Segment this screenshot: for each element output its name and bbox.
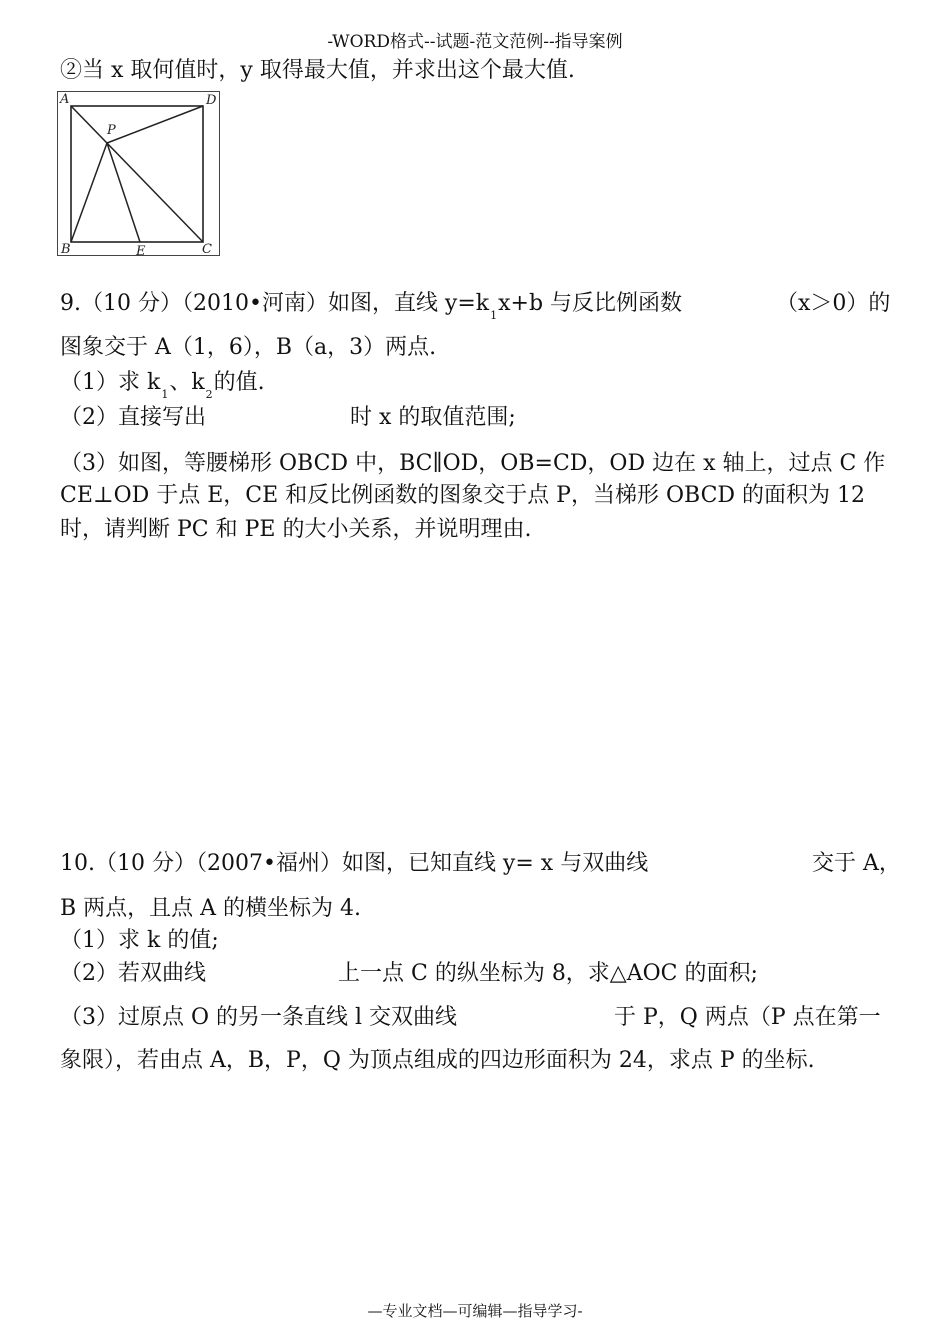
q9-part3-line1: （3）如图，等腰梯形 OBCD 中，BC∥OD，OB=CD，OD 边在 x 轴上，过点 C 作 [60, 451, 886, 476]
segment-pe [107, 143, 140, 242]
q10-part2-end: 上一点 C 的纵坐标为 8，求△AOC 的面积; [338, 961, 758, 986]
label-e: E [136, 244, 146, 257]
q10-part3-end: 于 P，Q 两点（P 点在第一 [614, 1005, 881, 1030]
q8-part2-text: ②当 x 取何值时，y 取得最大值，并求出这个最大值. [60, 58, 575, 83]
q9-part1: （1）求 $k_1$、$k_2$的值. [60, 370, 265, 401]
segment-pb [71, 143, 107, 242]
q9-line1-end: （x＞0）的 [776, 291, 891, 316]
geometry-figure [57, 91, 221, 257]
q10-part2: （2）若双曲线 [60, 961, 206, 986]
page-footer: —专业文档—可编辑—指导学习- [367, 1302, 583, 1320]
label-p: P [107, 123, 116, 138]
q9-part2-end: 时 x 的取值范围; [350, 405, 516, 430]
q9-line2: 图象交于 A（1，6），B（a，3）两点. [60, 335, 437, 360]
q9-part3-line2: CE⊥OD 于点 E，CE 和反比例函数的图象交于点 P，当梯形 OBCD 的面积为 12 [60, 483, 866, 508]
page-header: -WORD格式--试题-范文范例--指导案例 [327, 32, 623, 52]
q10-line1: 10.（10 分）（2007•福州）如图，已知直线 y= x 与双曲线 [60, 851, 649, 876]
q9-part2: （2）直接写出 [60, 405, 206, 430]
q10-part3-line2: 象限），若由点 A，B，P，Q 为顶点组成的四边形面积为 24，求点 P 的坐标. [60, 1048, 815, 1073]
q10-line2: B 两点，且点 A 的横坐标为 4. [60, 896, 362, 921]
q9-part3-line3: 时，请判断 PC 和 PE 的大小关系，并说明理由. [60, 517, 532, 542]
q10-part1: （1）求 k 的值; [60, 928, 219, 953]
label-d: D [206, 93, 217, 108]
diagonal-ac [71, 106, 203, 242]
q10-part3: （3）过原点 O 的另一条直线 l 交双曲线 [60, 1005, 458, 1030]
q10-line1-end: 交于 A， [812, 851, 901, 876]
label-b: B [61, 242, 71, 257]
segment-pd [107, 106, 203, 143]
q9-line1: 9.（10 分）（2010•河南）如图，直线 $y=k_1x+b$ 与反比例函数 [60, 291, 683, 322]
label-c: C [202, 242, 212, 257]
label-a: A [60, 92, 70, 107]
